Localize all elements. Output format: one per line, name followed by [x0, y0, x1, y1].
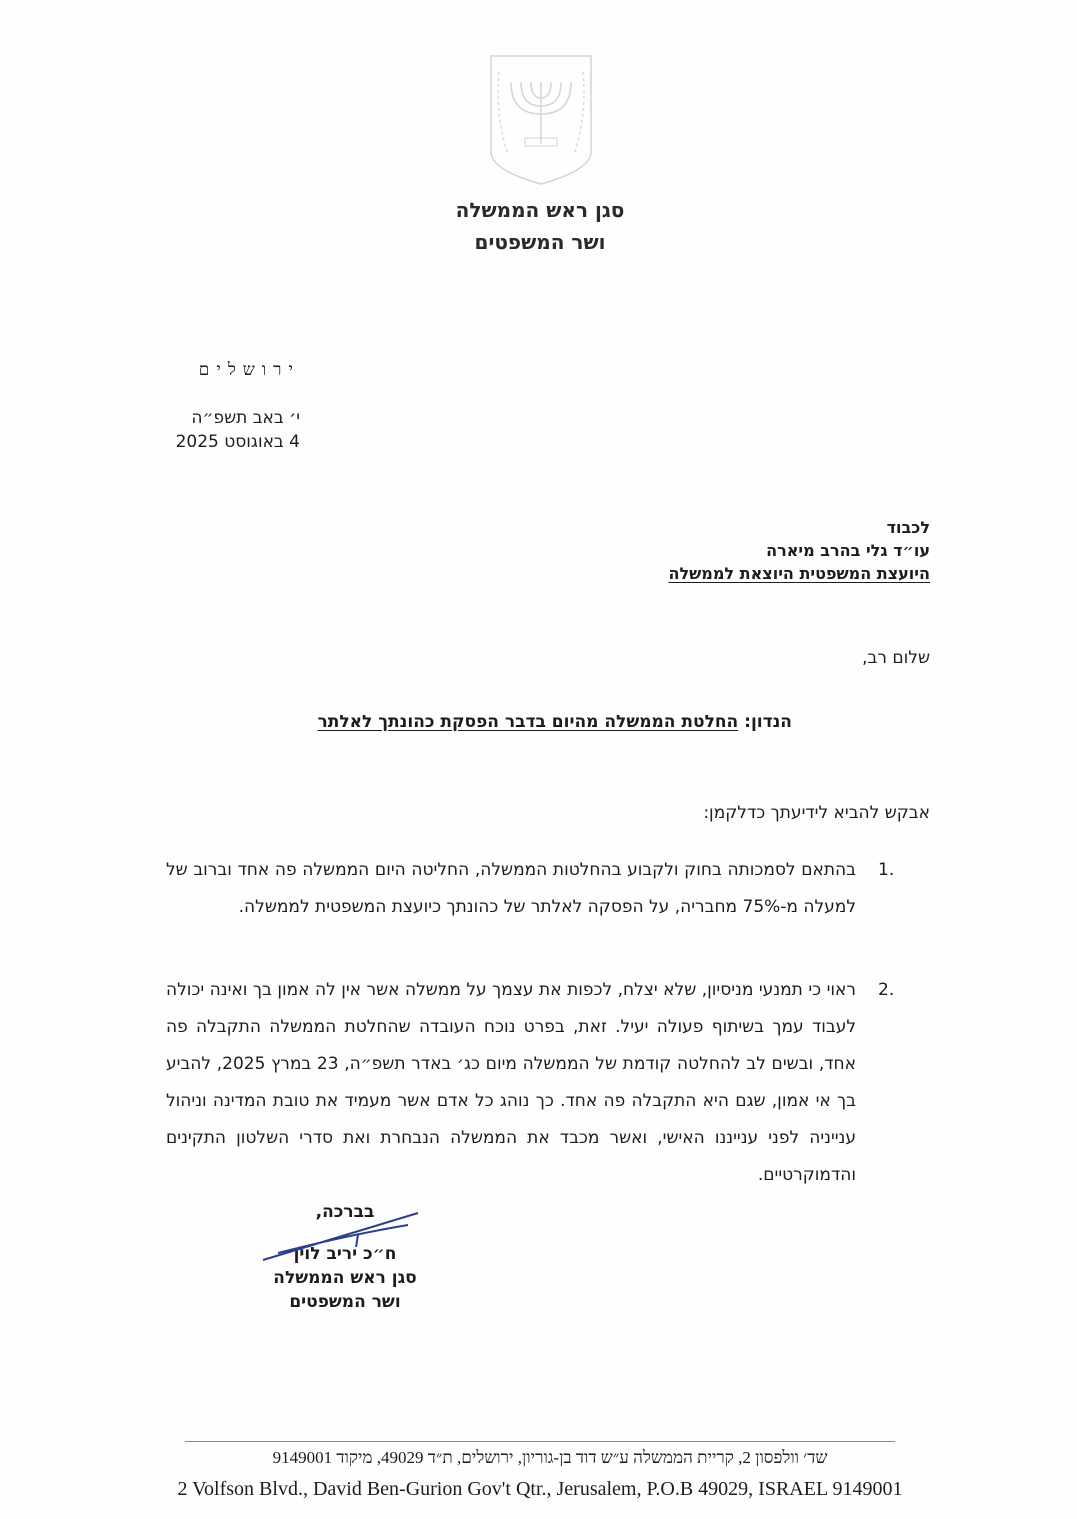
signatory-title-line1: סגן ראש הממשלה	[273, 1268, 417, 1288]
addressee-honorific: לכבוד	[886, 518, 930, 537]
paragraph-1: בהתאם לסמכותה בחוק ולקבוע בהחלטות הממשלה, החליטה היום הממשלה פה אחד וברוב של למעלה מ-75% מחבריה, על הפסקה לאלתר של כהונתך כיועצת המשפטית לממשלה.	[166, 860, 856, 917]
footer-address-english: 2 Volfson Blvd., David Ben-Gurion Gov't Qtr., Jerusalem, P.O.B 49029, ISRAEL 9149001	[177, 1478, 903, 1500]
paragraph-2: ראוי כי תמנעי מניסיון, שלא יצלח, לכפות את עצמך על ממשלה אשר אין לה אמון בך ואינה יכולה לעבוד עמך בשיתוף פעולה יעיל. זאת, בפרט נוכח העובדה שהחלטת הממשלה התקבלה פה אחד, ובשים לב להחלטה קודמת של הממשלה מיום כג׳ באדר תשפ״ה, 23 במרץ 2025, להביע בך אי אמון, שגם היא התקבלה פה אחד. כך נוהג כל אדם אשר מעמיד את טובת המדינה וניהול ענייניה לפני ענייננו האישי, ואשר מכבד את הממשלה הנבחרת ואת סדרי השלטון התקינים והדמוקרטיים.	[166, 980, 856, 1185]
footer-divider	[185, 1441, 895, 1442]
intro-text: אבקש להביא לידיעתך כדלקמן:	[703, 803, 930, 823]
handwritten-signature-icon	[258, 1205, 428, 1265]
letterhead-title-line2: ושר המשפטים	[474, 230, 606, 254]
signatory-title-line2: ושר המשפטים	[289, 1292, 401, 1312]
footer-address-hebrew: שד׳ וולפסון 2, קריית הממשלה ע״ש דוד בן-גוריון, ירושלים, ת״ד 49029, מיקוד 9149001	[272, 1448, 828, 1467]
closing-salutation: בברכה,	[315, 1202, 375, 1222]
signatory-name: ח״כ יריב לוין	[293, 1244, 397, 1264]
state-emblem-icon	[487, 52, 595, 186]
paragraph-2-number: 2.	[878, 980, 895, 1000]
hebrew-date: י׳ באב תשפ״ה	[191, 408, 300, 428]
subject-line	[318, 712, 792, 732]
subject-label: הנדון:	[744, 712, 792, 732]
subject-text: החלטת הממשלה מהיום בדבר הפסקת כהונתך לאלתר	[317, 712, 739, 732]
letterhead-title-line1: סגן ראש הממשלה	[455, 198, 625, 222]
gregorian-date: 4 באוגוסט 2025	[175, 432, 300, 452]
addressee-name: עו״ד גלי בהרב מיארה	[766, 541, 930, 560]
greeting: שלום רב,	[862, 648, 930, 668]
location: ירושלים	[198, 360, 300, 380]
addressee-title: היועצת המשפטית היוצאת לממשלה	[668, 564, 930, 583]
paragraph-1-number: 1.	[878, 860, 895, 880]
